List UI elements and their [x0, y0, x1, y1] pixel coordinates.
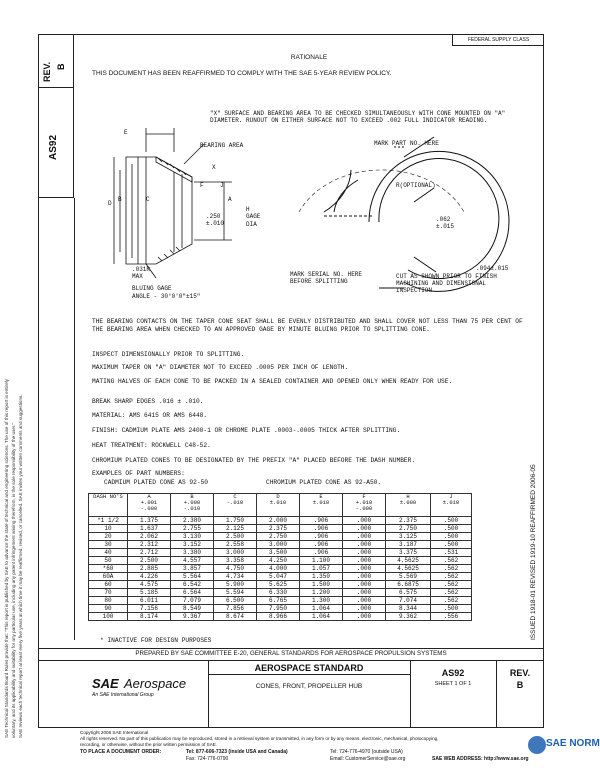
note-surface: "X" SURFACE AND BEARING AREA TO BE CHECKED SIMULTANEOUSLY WITH CONE MOUNTED ON "A" DIAMETER. RUNOUT ON EITHER SURFACE NOT TO EXCEED .002 FULL INDICATOR READING.: [210, 110, 506, 124]
aerospace-logo-text: Aerospace: [124, 676, 187, 691]
order-tel: Tel: 877-606-7323 (inside USA and Canada): [186, 749, 288, 755]
table-cell: .000: [343, 565, 386, 573]
dim-label-j: J: [220, 182, 224, 189]
note-break-edges: BREAK SHARP EDGES .016 ± .010.: [92, 398, 204, 405]
note-examples: EXAMPLES OF PART NUMBERS:: [92, 470, 185, 477]
table-cell: 2.375: [386, 517, 431, 525]
note-bearing-contacts: THE BEARING CONTACTS ON THE TAPER CONE SEAT SHALL BE EVENLY DISTRIBUTED AND SHALL COVER NOT LESS THAN 75 PER CENT OF THE BEARING AREA WHEN CHECKED TO AN APPROVED GAGE BY MINUTE BLUING PRIOR TO SPLITTING CONE.: [92, 318, 523, 333]
label-r-optional: R(OPTIONAL): [396, 182, 436, 189]
legal-margin-line-2: voluntary, and its applicability and suitability for any particular use, including any patent infringement arising therefrom, is the sole responsibility of the user.": [11, 422, 16, 738]
table-cell: .562: [431, 597, 472, 605]
table-header: B +.000 -.010: [171, 494, 214, 517]
table-cell: 10: [89, 525, 128, 533]
rights-notice: All rights reserved. No part of this publication may be reproduced, stored in a retrieval system or transmitted, in any form or by any means, electronic, mechanical, photocopying,: [80, 736, 439, 741]
table-cell: 4.557: [171, 557, 214, 565]
table-cell: 4.250: [257, 557, 300, 565]
prepared-by: PREPARED BY SAE COMMITTEE E-20, GENERAL STANDARDS FOR AEROSPACE PROPULSION SYSTEMS: [135, 650, 447, 657]
footer-title-divider: [208, 674, 410, 675]
table-cell: 5.900: [214, 581, 257, 589]
dim-250: .250: [206, 213, 221, 220]
table-cell: 6.765: [257, 597, 300, 605]
table-cell: .000: [343, 517, 386, 525]
table-cell: .562: [431, 565, 472, 573]
table-cell: .000: [343, 613, 386, 621]
table-cell: 1.637: [128, 525, 171, 533]
note-heat-treatment: HEAT TREATMENT: ROCKWELL C48-52.: [92, 442, 211, 449]
table-header: C -.010: [214, 494, 257, 517]
table-cell: 3.500: [257, 549, 300, 557]
table-cell: 3.358: [214, 557, 257, 565]
table-cell: .906: [300, 533, 343, 541]
label-bearing-area: BEARING AREA: [200, 142, 244, 149]
table-cell: 6.542: [171, 581, 214, 589]
revision-stamp: ISSUED 1918-01 REVISED 1919-10 REAFFIRMED 2006-05: [530, 464, 537, 640]
dim-label-f: F: [200, 182, 204, 189]
table-cell: 2.500: [128, 557, 171, 565]
table-cell: 2.558: [214, 541, 257, 549]
table-cell: 1.064: [300, 613, 343, 621]
table-header-row: [89, 494, 472, 517]
watermark-globe-icon: [528, 736, 546, 754]
table-cell: 2.500: [214, 533, 257, 541]
dim-label-c: C: [146, 196, 150, 203]
dim-062: .062: [436, 216, 451, 223]
table-cell: 3.187: [386, 541, 431, 549]
doc-number-side: AS92: [48, 134, 59, 160]
standard-title: AEROSPACE STANDARD: [254, 663, 364, 673]
table-row: [89, 573, 472, 581]
table-cell: 3.000: [257, 541, 300, 549]
table-cell: 80: [89, 597, 128, 605]
rationale-heading: RATIONALE: [290, 54, 328, 61]
table-cell: 2.750: [257, 533, 300, 541]
label-dia: DIA: [246, 221, 257, 228]
table-cell: .906: [300, 517, 343, 525]
table-cell: 8.549: [171, 605, 214, 613]
table-cell: 5.594: [214, 589, 257, 597]
table-cell: 2.712: [128, 549, 171, 557]
table-row: [89, 557, 472, 565]
table-cell: 1.300: [300, 597, 343, 605]
dim-label-a: A: [228, 196, 232, 203]
table-cell: 1.057: [300, 565, 343, 573]
sae-logo: SAE: [92, 676, 119, 691]
table-header: A +.001 -.000: [128, 494, 171, 517]
federal-supply-class: FEDERAL SUPPLY CLASS: [452, 34, 544, 46]
dim-250-tol: ±.010: [206, 220, 225, 227]
table-header: E ±.010: [300, 494, 343, 517]
table-cell: .562: [431, 573, 472, 581]
table-cell: 4.750: [214, 565, 257, 573]
table-header: H ±.000: [386, 494, 431, 517]
sheet-number: SHEET 1 OF 1: [434, 681, 472, 687]
table-cell: 6.564: [171, 589, 214, 597]
table-row: [89, 541, 472, 549]
table-cell: 4.000: [257, 565, 300, 573]
table-cell: .000: [343, 557, 386, 565]
table-cell: 60A: [89, 573, 128, 581]
table-cell: 2.750: [386, 525, 431, 533]
note-material: MATERIAL: AMS 6415 OR AMS 6448.: [92, 412, 208, 419]
table-cell: 7.074: [386, 597, 431, 605]
dim-094: .094±.015: [476, 265, 509, 272]
table-cell: 4.5625: [386, 565, 431, 573]
table-cell: 3.130: [171, 533, 214, 541]
dim-max: MAX: [132, 273, 143, 280]
table-cell: 1.200: [300, 589, 343, 597]
footer-rev-label: REV.: [509, 668, 531, 678]
table-cell: 3.375: [386, 549, 431, 557]
table-cell: 9.367: [171, 613, 214, 621]
table-cell: 3.380: [171, 549, 214, 557]
table-cell: 50: [89, 557, 128, 565]
label-mark-serial: MARK SERIAL NO. HERE BEFORE SPLITTING: [290, 271, 363, 285]
table-cell: 6.575: [386, 589, 431, 597]
table-cell: 3.152: [171, 541, 214, 549]
table-cell: .562: [431, 589, 472, 597]
dim-label-e: E: [124, 129, 128, 136]
rights-notice-2: recording, or otherwise, without the prior written permission of SAE.: [80, 742, 218, 747]
order-fax: Fax: 724-776-0790: [186, 756, 229, 762]
table-cell: 3.857: [171, 565, 214, 573]
table-row: [89, 605, 472, 613]
note-inactive: * INACTIVE FOR DESIGN PURPOSES: [100, 637, 212, 644]
table-cell: 2.312: [128, 541, 171, 549]
table-cell: 5.569: [386, 573, 431, 581]
table-header: DASH NO'S: [89, 494, 128, 517]
table-cell: 20: [89, 533, 128, 541]
note-inspect: INSPECT DIMENSIONALLY PRIOR TO SPLITTING.: [92, 351, 245, 358]
footer-divider-mid: [38, 660, 544, 661]
table-cell: 6.500: [214, 597, 257, 605]
table-cell: 70: [89, 589, 128, 597]
table-cell: 2.380: [171, 517, 214, 525]
dim-062-tol: ±.015: [436, 223, 455, 230]
table-cell: 1.500: [300, 581, 343, 589]
dim-label-b: B: [118, 196, 122, 203]
footer-rev-value: B: [516, 680, 524, 690]
table-row: [89, 517, 472, 525]
table-cell: 5.185: [128, 589, 171, 597]
table-cell: .500: [431, 605, 472, 613]
note-max-taper: MAXIMUM TAPER ON "A" DIAMETER NOT TO EXCEED .0005 PER INCH OF LENGTH.: [92, 364, 349, 371]
dimension-table: [88, 493, 472, 621]
table-cell: 4.575: [128, 581, 171, 589]
table-cell: .000: [343, 597, 386, 605]
table-cell: 8.344: [386, 605, 431, 613]
table-cell: .500: [431, 533, 472, 541]
table-cell: *60: [89, 565, 128, 573]
table-cell: 4.226: [128, 573, 171, 581]
table-row: [89, 549, 472, 557]
table-cell: 2.375: [257, 525, 300, 533]
table-cell: 2.062: [128, 533, 171, 541]
table-cell: 4.5625: [386, 557, 431, 565]
table-cell: 4.734: [214, 573, 257, 581]
table-cell: .500: [431, 525, 472, 533]
table-cell: .000: [343, 605, 386, 613]
copyright: Copyright 2006 SAE International: [80, 730, 149, 735]
note-finish: FINISH: CADMIUM PLATE AMS 2400-1 OR CHROME PLATE .0003-.0005 THICK AFTER SPLITTING.: [92, 427, 401, 434]
table-cell: .500: [431, 517, 472, 525]
table-cell: 5.564: [171, 573, 214, 581]
table-cell: 6.330: [257, 589, 300, 597]
note-example-cadmium: CADMIUM PLATED CONE AS 92-50: [104, 479, 208, 486]
dim-label-d: D: [108, 200, 112, 207]
table-cell: 1.375: [128, 517, 171, 525]
label-mark-part: MARK PART NO. HERE: [374, 140, 439, 147]
table-cell: 6.6875: [386, 581, 431, 589]
table-header: D ±.010: [257, 494, 300, 517]
table-cell: 7.156: [128, 605, 171, 613]
table-cell: .000: [343, 533, 386, 541]
table-row: [89, 581, 472, 589]
table-row: [89, 589, 472, 597]
table-cell: 2.885: [128, 565, 171, 573]
footer-divider-top: [38, 648, 544, 649]
watermark-text: SAE NORM: [546, 738, 600, 749]
label-cut: CUT AS SHOWN PRIOR TO FINISH MACHINING AND DIMENSIONAL INSPECTION: [396, 273, 497, 294]
table-cell: .906: [300, 541, 343, 549]
table-cell: .531: [431, 549, 472, 557]
table-cell: 8.674: [214, 613, 257, 621]
table-cell: .906: [300, 525, 343, 533]
table-cell: 40: [89, 549, 128, 557]
table-cell: 100: [89, 613, 128, 621]
table-cell: 3.125: [386, 533, 431, 541]
table-cell: 1.350: [300, 573, 343, 581]
table-cell: .000: [343, 573, 386, 581]
table-cell: 90: [89, 605, 128, 613]
order-label: TO PLACE A DOCUMENT ORDER:: [80, 749, 162, 755]
table-row: [89, 565, 472, 573]
note-mating-halves: MATING HALVES OF EACH CONE TO BE PACKED IN A SEALED CONTAINER AND OPENED ONLY WHEN READY FOR USE.: [92, 378, 453, 385]
rev-value-top: B: [56, 63, 66, 70]
table-cell: 1.750: [214, 517, 257, 525]
order-tel2: Tel: 724-776-4970 (outside USA): [330, 749, 403, 755]
note-example-chromium: CHROMIUM PLATED CONE AS 92-A50.: [266, 479, 382, 486]
table-row: [89, 525, 472, 533]
label-bluing-gage: BLUING GAGE: [132, 285, 172, 292]
dim-label-h: H: [246, 206, 250, 213]
table-header: J ±.010: [431, 494, 472, 517]
table-cell: *1 1/2: [89, 517, 128, 525]
dim-label-x: X: [212, 164, 216, 171]
table-row: [89, 613, 472, 621]
table-row: [89, 597, 472, 605]
label-angle: ANGLE - 30°0'0"±15": [132, 293, 201, 300]
table-cell: .000: [343, 581, 386, 589]
table-cell: 2.125: [214, 525, 257, 533]
table-cell: 6.011: [128, 597, 171, 605]
table-cell: .562: [431, 557, 472, 565]
label-gage: GAGE: [246, 213, 261, 220]
part-title: CONES, FRONT, PROPELLER HUB: [255, 683, 363, 690]
table-cell: 1.064: [300, 605, 343, 613]
logo-tagline: An SAE International Group: [92, 692, 154, 698]
table-cell: 9.362: [386, 613, 431, 621]
dim-031r: .031R: [132, 266, 151, 273]
table-cell: 3.000: [214, 549, 257, 557]
table-cell: 7.950: [257, 605, 300, 613]
rev-label-top: REV.: [42, 61, 52, 82]
table-cell: 7.856: [214, 605, 257, 613]
table-cell: .000: [343, 589, 386, 597]
table-cell: .500: [431, 541, 472, 549]
table-cell: 7.079: [171, 597, 214, 605]
table-cell: .562: [431, 581, 472, 589]
table-cell: .000: [343, 549, 386, 557]
table-cell: 5.047: [257, 573, 300, 581]
table-cell: 8.174: [128, 613, 171, 621]
table-cell: .000: [343, 525, 386, 533]
rationale-text: THIS DOCUMENT HAS BEEN REAFFIRMED TO COMPLY WITH THE SAE 5-YEAR REVIEW POLICY.: [92, 70, 392, 77]
table-cell: 30: [89, 541, 128, 549]
table-body: [89, 517, 472, 621]
table-cell: 8.966: [257, 613, 300, 621]
table-cell: 2.755: [171, 525, 214, 533]
table-cell: .556: [431, 613, 472, 621]
footer-doc-number: AS92: [441, 668, 465, 678]
table-cell: 60: [89, 581, 128, 589]
table-header: F +.010 -.000: [343, 494, 386, 517]
table-cell: 2.000: [257, 517, 300, 525]
note-chromium: CHROMIUM PLATED CONES TO BE DESIGNATED BY THE PREFIX "A" PLACED BEFORE THE DASH NUMBER.: [92, 457, 416, 464]
table-cell: .906: [300, 549, 343, 557]
table-cell: .000: [343, 541, 386, 549]
legal-margin-line-3: SAE reviews each technical report at least every five years at which time it may be reaffirmed, revised, or cancelled. SAE invites your written comments and suggestions.: [18, 394, 23, 738]
table-cell: 1.100: [300, 557, 343, 565]
table-row: [89, 533, 472, 541]
legal-margin-line-1: SAE Technical Standards Board Rules provide that: "This report is published by SAE to advance the state of technical and engineering sciences. The use of this report is entirely: [4, 379, 9, 738]
web-address: SAE WEB ADDRESS: http://www.sae.org: [432, 756, 529, 762]
table-cell: 5.625: [257, 581, 300, 589]
order-email: Email: CustomerService@sae.org: [330, 756, 406, 762]
